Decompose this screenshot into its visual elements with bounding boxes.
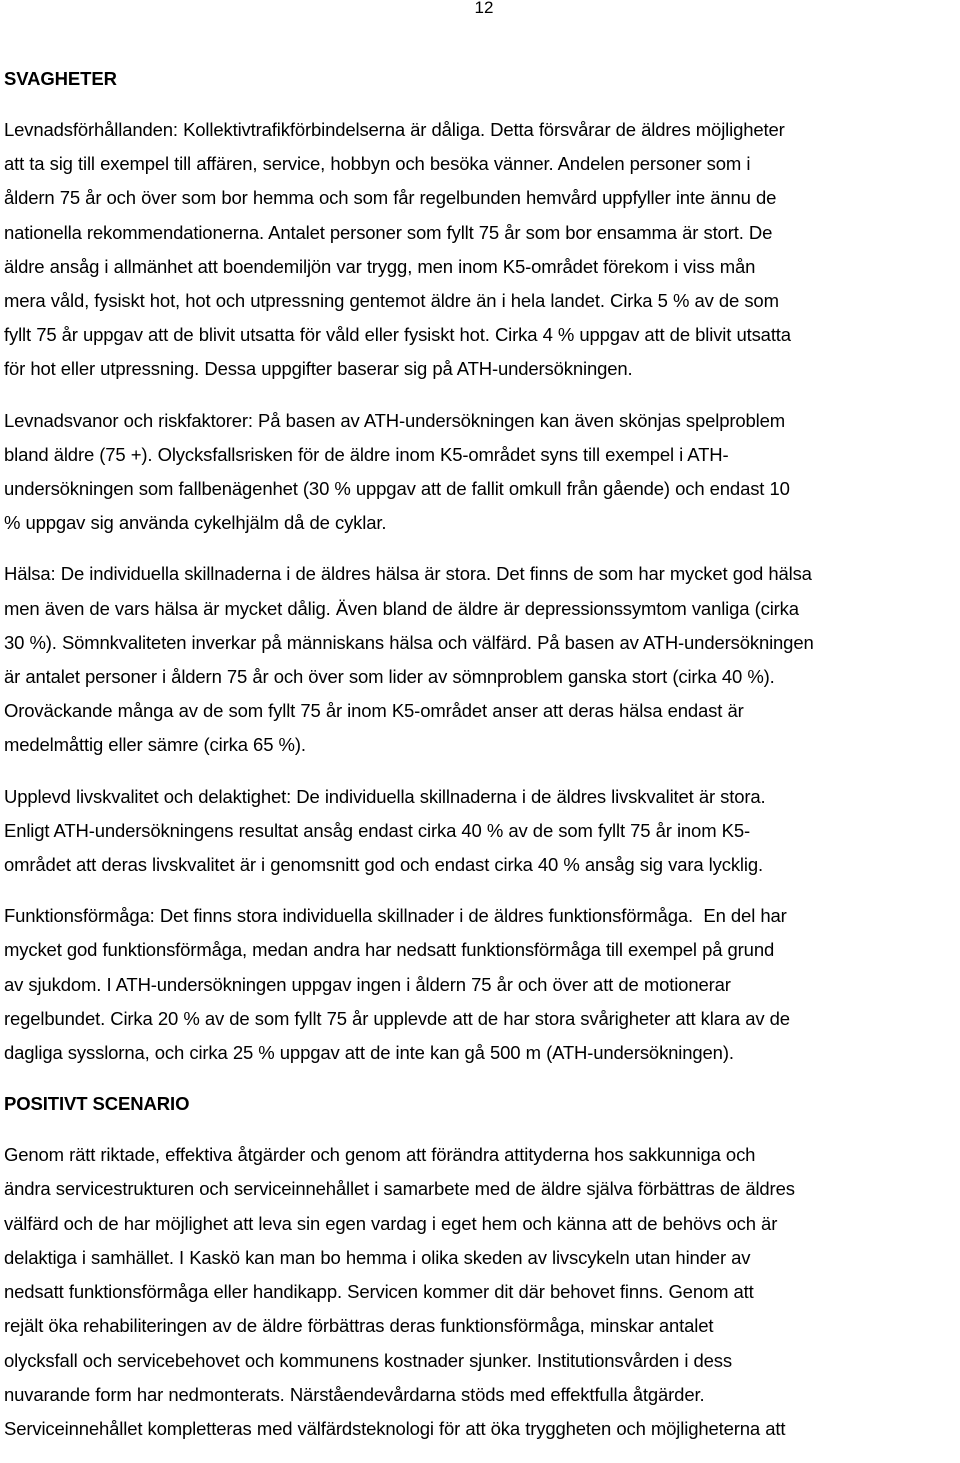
text-line: nedsatt funktionsförmåga eller handikapp. Servicen kommer dit där behovet finns. Genom att	[4, 1281, 754, 1303]
section-heading: SVAGHETER	[4, 68, 117, 89]
text-line: nationella rekommendationerna. Antalet personer som fyllt 75 år som bor ensamma är stort. De	[4, 221, 773, 243]
text-line: att ta sig till exempel till affären, service, hobbyn och besöka vänner. Andelen personer som i	[4, 153, 751, 175]
text-line: dagliga sysslorna, och cirka 25 % uppgav att de inte kan gå 500 m (ATH-undersökningen).	[4, 1042, 734, 1064]
text-line: är antalet personer i åldern 75 år och över som lider av sömnproblem ganska stort (cirka 40 %).	[4, 666, 775, 688]
section-svagheter	[4, 62, 958, 1070]
section-positivt-scenario	[4, 1087, 958, 1446]
paragraph-livskvalitet	[4, 780, 958, 883]
text-line: Levnadsförhållanden: Kollektivtrafikförbindelserna är dåliga. Detta försvårar de äldres möjligheter	[4, 119, 785, 140]
text-line: Enligt ATH-undersökningens resultat ansåg endast cirka 40 % av de som fyllt 75 år inom K5-	[4, 819, 750, 841]
paragraph-halsa	[4, 557, 958, 762]
text-line: mycket god funktionsförmåga, medan andra har nedsatt funktionsförmåga till exempel på grund	[4, 939, 775, 961]
paragraph-levnadsvanor	[4, 404, 958, 541]
text-line: delaktiga i samhället. I Kaskö kan man bo hemma i olika skeden av livscykeln utan hinder av	[4, 1246, 751, 1268]
text-line: av sjukdom. I ATH-undersökningen uppgav ingen i åldern 75 år och över att de motionerar	[4, 973, 731, 995]
paragraph-levnadsforhallanden	[4, 113, 958, 387]
text-line: nuvarande form har nedmonterats. Närståendevårdarna stöds med effektfulla åtgärder.	[4, 1383, 705, 1405]
text-line: Genom rätt riktade, effektiva åtgärder och genom att förändra attityderna hos sakkunniga och	[4, 1144, 756, 1166]
text-line: för hot eller utpressning. Dessa uppgifter baserar sig på ATH-undersökningen.	[4, 358, 633, 380]
text-line: mera våld, fysiskt hot, hot och utpressning gentemot äldre än i hela landet. Cirka 5 % av de som	[4, 290, 779, 312]
paragraph-funktionsformaga	[4, 899, 958, 1070]
text-line: Funktionsförmåga: Det finns stora individuella skillnader i de äldres funktionsförmåga. En del har	[4, 905, 787, 927]
text-line: Hälsa: De individuella skillnaderna i de äldres hälsa är stora. Det finns de som har mycket god hälsa	[4, 563, 812, 585]
text-line: äldre ansåg i allmänhet att boendemiljön var trygg, men inom K5-området förekom i viss mån	[4, 255, 756, 277]
document-body	[4, 62, 958, 1463]
text-line: regelbundet. Cirka 20 % av de som fyllt 75 år upplevde att de har stora svårigheter att klara av de	[4, 1007, 790, 1029]
text-line: fyllt 75 år uppgav att de blivit utsatta för våld eller fysiskt hot. Cirka 4 % uppgav att de blivit utsatta	[4, 324, 791, 346]
text-line: men även de vars hälsa är mycket dålig. Även bland de äldre är depressionssymtom vanliga (cirka	[4, 597, 799, 619]
text-line: ändra servicestrukturen och serviceinnehållet i samarbete med de äldre själva förbättras de äldres	[4, 1178, 795, 1200]
text-line: välfärd och de har möjlighet att leva sin egen vardag i eget hem och känna att de behövs och är	[4, 1212, 778, 1234]
text-line: undersökningen som fallbenägenhet (30 % uppgav att de fallit omkull från gående) och endast 10	[4, 478, 790, 500]
text-line: olycksfall och servicebehovet och kommunens kostnader sjunker. Institutionsvården i dess	[4, 1349, 732, 1371]
text-line: Levnadsvanor och riskfaktorer: På basen av ATH-undersökningen kan även skönjas spelproblem	[4, 409, 786, 431]
text-line: % uppgav sig använda cykelhjälm då de cyklar.	[4, 512, 387, 534]
text-line: Oroväckande många av de som fyllt 75 år inom K5-området anser att deras hälsa endast är	[4, 700, 744, 722]
text-line: området att deras livskvalitet är i genomsnitt god och endast cirka 40 % ansåg sig vara lycklig.	[4, 854, 763, 876]
text-line: åldern 75 år och över som bor hemma och som får regelbunden hemvård uppfyller inte ännu de	[4, 187, 777, 209]
section-heading: POSITIVT SCENARIO	[4, 1093, 190, 1115]
page-number: 12	[474, 0, 494, 17]
text-line: 30 %). Sömnkvaliteten inverkar på människans hälsa och välfärd. På basen av ATH-undersökningen	[4, 631, 814, 653]
text-line: Upplevd livskvalitet och delaktighet: De individuella skillnaderna i de äldres livskvalitet är stora.	[4, 785, 766, 807]
paragraph-positivt-scenario	[4, 1138, 958, 1446]
text-line: medelmåttig eller sämre (cirka 65 %).	[4, 734, 306, 756]
text-line: Serviceinnehållet kompletteras med välfärdsteknologi för att öka tryggheten och möjligheterna att	[4, 1417, 786, 1439]
text-line: rejält öka rehabiliteringen av de äldre förbättras deras funktionsförmåga, minskar antalet	[4, 1315, 714, 1337]
text-line: bland äldre (75 +). Olycksfallsrisken för de äldre inom K5-området syns till exempel i ATH-	[4, 443, 729, 465]
